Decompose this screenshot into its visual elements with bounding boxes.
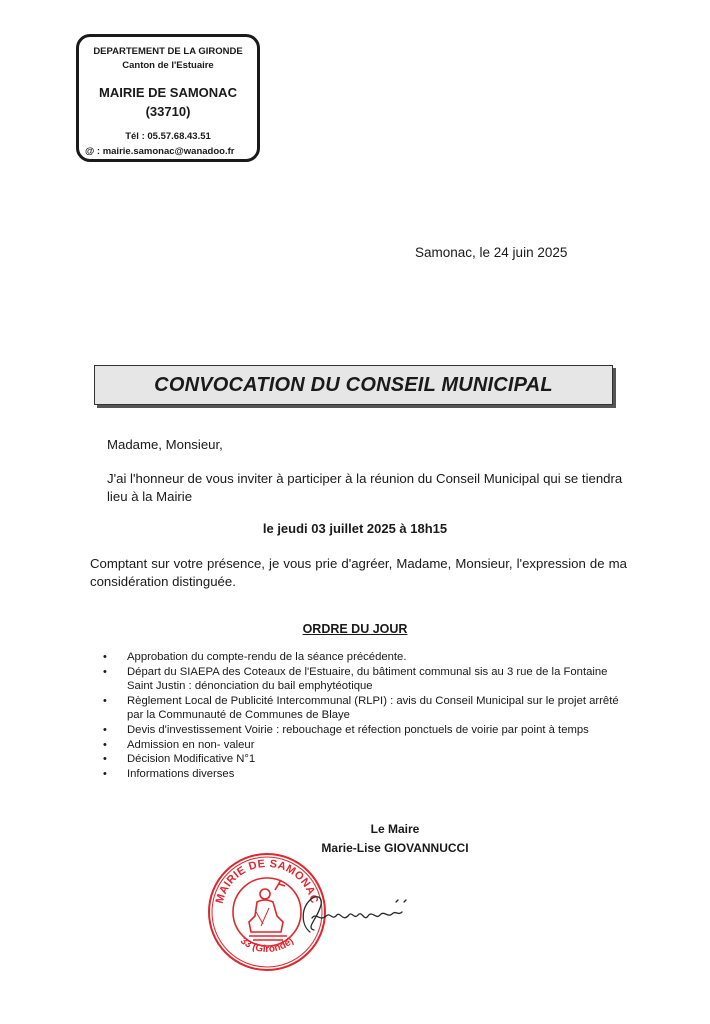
postal-code: (33710) xyxy=(145,104,191,119)
agenda-item: • Décision Modificative N°1 xyxy=(103,752,623,767)
title-banner xyxy=(94,365,613,405)
agenda-item: • Départ du SIAEPA des Coteaux de l'Estuaire, du bâtiment communal sis au 3 rue de la Fontaine Saint Justin : dénonciation du bail emphytéotique xyxy=(103,665,623,694)
date-line: Samonac, le 24 juin 2025 xyxy=(415,245,568,260)
email-address: @ : mairie.samonac@wanadoo.fr xyxy=(85,146,235,156)
department-label: DEPARTEMENT DE LA GIRONDE xyxy=(93,46,243,57)
canton-label: Canton de l'Estuaire xyxy=(122,60,214,71)
handwritten-signature xyxy=(292,888,422,938)
agenda-item: • Règlement Local de Publicité Intercommunal (RLPI) : avis du Conseil Municipal sur le projet arrêté par la Communauté de Communes de Blaye xyxy=(103,694,623,723)
mairie-name: MAIRIE DE SAMONAC xyxy=(99,85,237,100)
signatory-name: Marie-Lise GIOVANNUCCI xyxy=(321,841,469,855)
svg-text:33 (Gironde) xyxy=(238,936,296,955)
signatory-title: Le Maire xyxy=(370,822,420,836)
document-title: CONVOCATION DU CONSEIL MUNICIPAL xyxy=(154,373,553,396)
agenda-title: ORDRE DU JOUR xyxy=(302,622,408,636)
closing-paragraph: Comptant sur votre présence, je vous prie d'agréer, Madame, Monsieur, l'expression de ma considération distinguée. xyxy=(90,556,627,589)
agenda-item: • Admission en non- valeur xyxy=(103,738,623,753)
agenda-item: • Devis d'investissement Voirie : rebouchage et réfection ponctuels de voirie par point à temps xyxy=(103,723,623,738)
phone-number: Tél : 05.57.68.43.51 xyxy=(125,131,211,142)
stamp-bottom-text: 33 (Gironde) xyxy=(238,935,296,956)
agenda-list xyxy=(103,650,623,781)
agenda-heading xyxy=(0,622,710,636)
invitation-paragraph: J'ai l'honneur de vous inviter à participer à la réunion du Conseil Municipal qui se tiendra lieu à la Mairie xyxy=(107,471,623,504)
agenda-item: • Informations diverses xyxy=(103,767,623,782)
stamp-top-text: MAIRIE DE SAMONAC xyxy=(213,857,321,905)
agenda-item: • Approbation du compte-rendu de la séance précédente. xyxy=(103,650,623,665)
salutation: Madame, Monsieur, xyxy=(107,437,223,452)
meeting-datetime: le jeudi 03 juillet 2025 à 18h15 xyxy=(262,521,448,536)
letterhead xyxy=(76,34,260,162)
